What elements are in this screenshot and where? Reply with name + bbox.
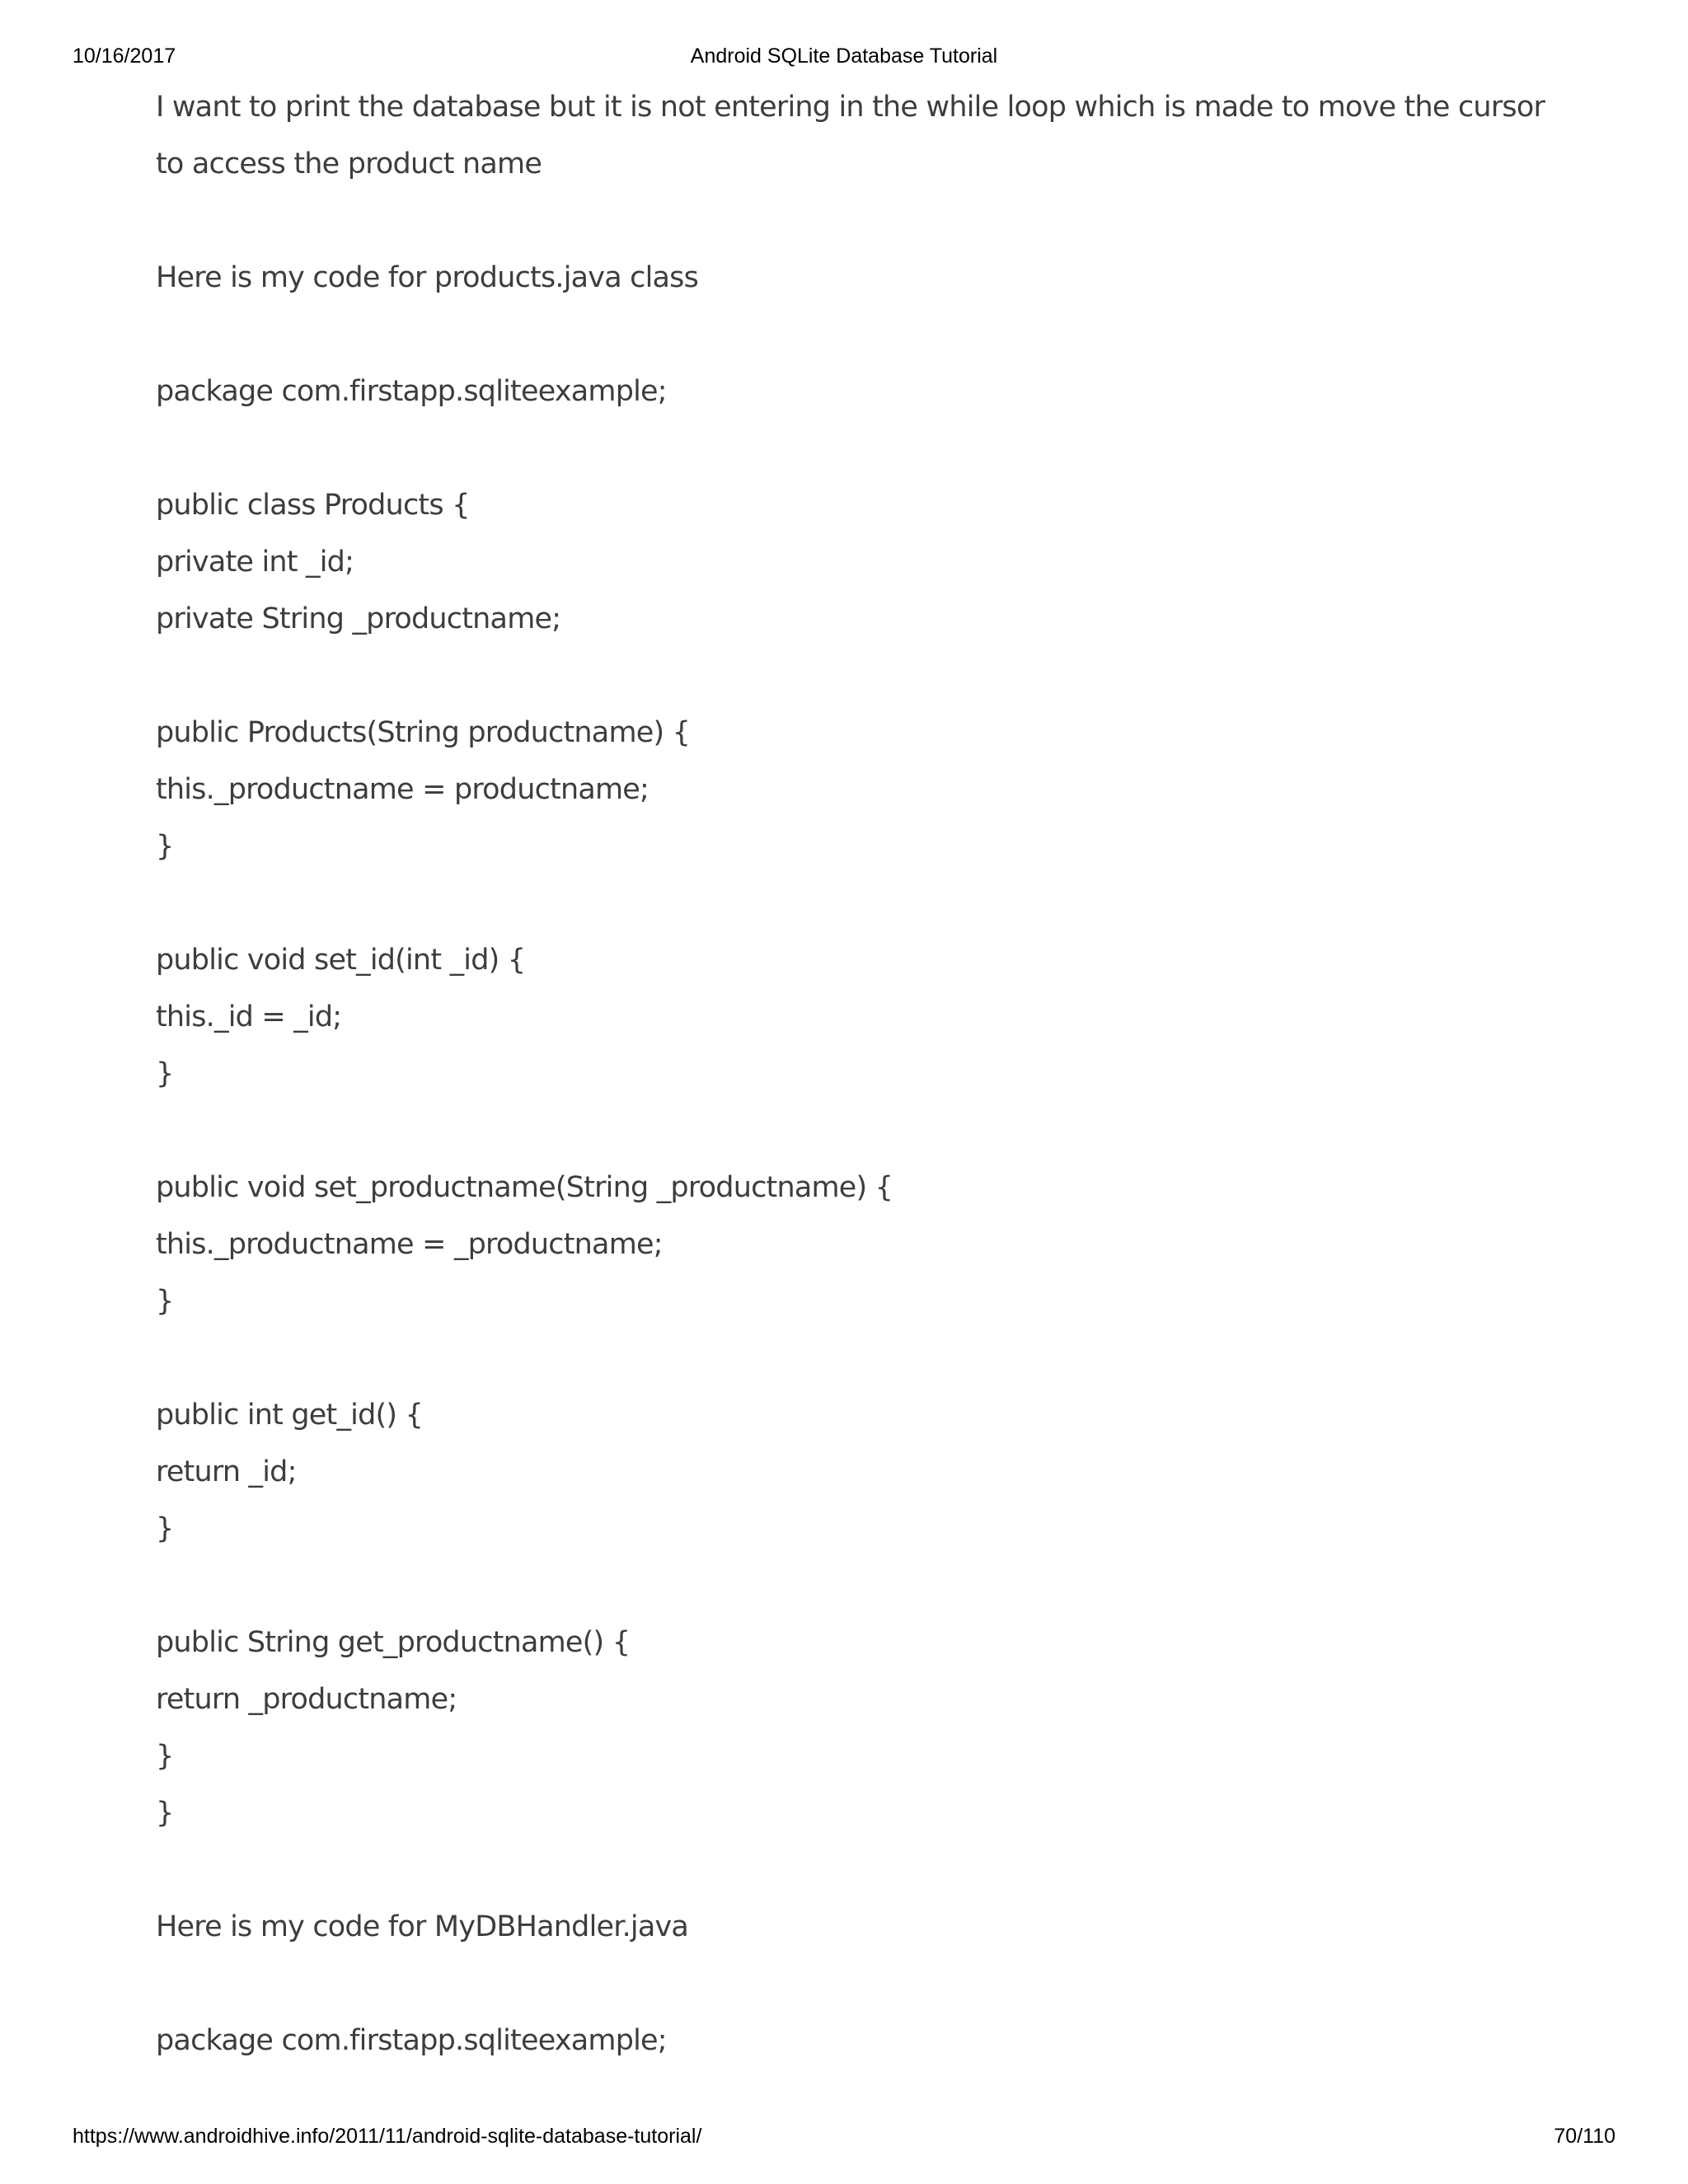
text-line: this._productname = productname;	[156, 773, 649, 806]
text-line: public Products(String productname) {	[156, 716, 691, 749]
text-line: }	[156, 1285, 174, 1318]
text-line: I want to print the database but it is not entering in the while loop which is made to move the cursor	[156, 91, 1545, 124]
text-line: package com.firstapp.sqliteexample;	[156, 2024, 667, 2057]
text-line: private int _id;	[156, 546, 354, 579]
text-line: Here is my code for products.java class	[156, 261, 699, 294]
text-line: public String get_productname() {	[156, 1626, 631, 1659]
text-line: }	[156, 1057, 174, 1090]
text-line: this._productname = _productname;	[156, 1228, 663, 1261]
text-line: public class Products {	[156, 489, 470, 522]
text-line: to access the product name	[156, 148, 542, 180]
page-number: 70/110	[1554, 2125, 1615, 2148]
text-line: }	[156, 1512, 174, 1545]
footer-url: https://www.androidhive.info/2011/11/android-sqlite-database-tutorial/	[73, 2125, 702, 2148]
text-line: public void set_id(int _id) {	[156, 944, 526, 977]
text-line: public void set_productname(String _productname) {	[156, 1171, 893, 1204]
header-title: Android SQLite Database Tutorial	[690, 45, 998, 68]
text-line: return _id;	[156, 1455, 297, 1488]
text-line: Here is my code for MyDBHandler.java	[156, 1910, 689, 1943]
text-line: public int get_id() {	[156, 1399, 424, 1432]
header-date: 10/16/2017	[73, 45, 176, 68]
text-line: private String _productname;	[156, 602, 561, 635]
text-line: }	[156, 830, 174, 863]
text-line: this._id = _id;	[156, 1001, 342, 1033]
text-line: package com.firstapp.sqliteexample;	[156, 375, 667, 408]
text-line: return _productname;	[156, 1683, 457, 1716]
text-line: }	[156, 1740, 174, 1773]
text-line: }	[156, 1797, 174, 1830]
